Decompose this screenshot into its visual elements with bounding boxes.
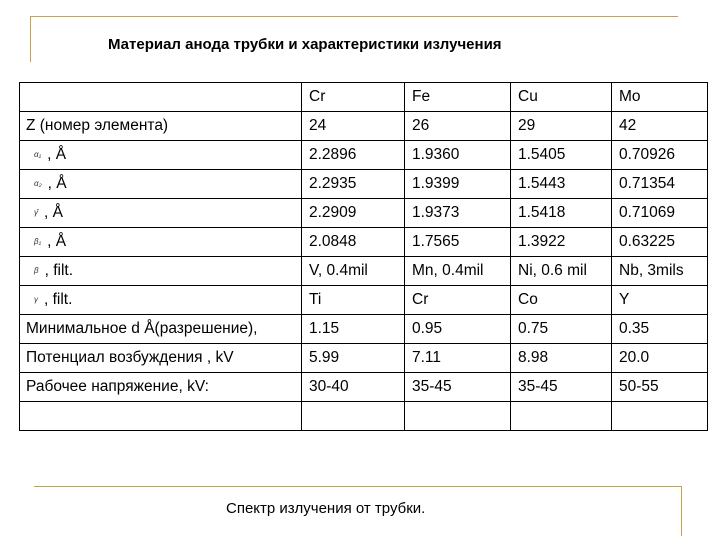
table-cell: Mn, 0.4mil bbox=[405, 257, 511, 286]
footer-caption: Спектр излучения от трубки. bbox=[226, 500, 426, 517]
frame-right-line bbox=[681, 486, 682, 536]
row-label-cell bbox=[20, 257, 302, 286]
table-cell: V, 0.4mil bbox=[302, 257, 405, 286]
table-cell: 20.0 bbox=[612, 344, 708, 373]
table-cell: 2.2909 bbox=[302, 199, 405, 228]
table-cell: 35-45 bbox=[511, 373, 612, 402]
table-cell: 2.0848 bbox=[302, 228, 405, 257]
row-label-cell bbox=[20, 373, 302, 402]
table-row bbox=[20, 141, 708, 170]
table-cell: 0.63225 bbox=[612, 228, 708, 257]
table-cell: 24 bbox=[302, 112, 405, 141]
table-cell: 1.15 bbox=[302, 315, 405, 344]
row-label: , Å bbox=[44, 204, 63, 221]
table-cell: 0.35 bbox=[612, 315, 708, 344]
table-row bbox=[20, 199, 708, 228]
header-cell-fe: Fe bbox=[405, 83, 511, 112]
row-label-cell bbox=[20, 286, 302, 315]
table-row bbox=[20, 112, 708, 141]
row-label: , Å bbox=[47, 233, 67, 250]
line-symbol: γ̄ bbox=[34, 208, 38, 218]
row-label: Z (номер элемента) bbox=[26, 117, 169, 134]
table-row bbox=[20, 373, 708, 402]
row-label: , Å bbox=[47, 175, 67, 192]
row-label-cell bbox=[20, 112, 302, 141]
page-title: Материал анода трубки и характеристики излучения bbox=[108, 36, 502, 53]
table-cell: Ni, 0.6 mil bbox=[511, 257, 612, 286]
row-label-cell bbox=[20, 344, 302, 373]
row-label-cell bbox=[20, 141, 302, 170]
line-symbol: γ bbox=[34, 295, 38, 305]
frame-top-line bbox=[30, 16, 678, 17]
table-cell: 5.99 bbox=[302, 344, 405, 373]
row-label: Потенциал возбуждения , kV bbox=[26, 349, 234, 366]
row-label: Рабочее напряжение, kV: bbox=[26, 378, 209, 395]
table-cell: Cr bbox=[405, 286, 511, 315]
table-cell: 26 bbox=[405, 112, 511, 141]
row-label: Минимальное d Å(разрешение), bbox=[26, 320, 258, 337]
table-cell: 1.9373 bbox=[405, 199, 511, 228]
table-row bbox=[20, 228, 708, 257]
table-cell: 0.75 bbox=[511, 315, 612, 344]
table-cell: 50-55 bbox=[612, 373, 708, 402]
table-cell: Y bbox=[612, 286, 708, 315]
row-label-cell bbox=[20, 199, 302, 228]
table-cell: 1.3922 bbox=[511, 228, 612, 257]
table-cell: 1.5418 bbox=[511, 199, 612, 228]
table-cell: 2.2935 bbox=[302, 170, 405, 199]
table-cell bbox=[511, 402, 612, 431]
spec-table bbox=[19, 82, 708, 431]
table-cell: 1.5443 bbox=[511, 170, 612, 199]
row-label-cell bbox=[20, 315, 302, 344]
row-label: , Å bbox=[47, 146, 67, 163]
table-cell: 29 bbox=[511, 112, 612, 141]
row-label: , filt. bbox=[44, 291, 73, 308]
table-cell: 1.7565 bbox=[405, 228, 511, 257]
table-row bbox=[20, 286, 708, 315]
header-cell-empty bbox=[20, 83, 302, 112]
header-cell-mo: Mo bbox=[612, 83, 708, 112]
table-cell: 2.2896 bbox=[302, 141, 405, 170]
header-cell-cr: Cr bbox=[302, 83, 405, 112]
row-label: , filt. bbox=[44, 262, 73, 279]
table-cell: 1.9360 bbox=[405, 141, 511, 170]
table-cell bbox=[302, 402, 405, 431]
table-row bbox=[20, 315, 708, 344]
table-cell: Ti bbox=[302, 286, 405, 315]
table-cell: 42 bbox=[612, 112, 708, 141]
frame-left-line bbox=[30, 16, 31, 62]
table-cell: 8.98 bbox=[511, 344, 612, 373]
table-cell: 1.9399 bbox=[405, 170, 511, 199]
table-cell: Nb, 3mils bbox=[612, 257, 708, 286]
table-cell: 1.5405 bbox=[511, 141, 612, 170]
table-cell: 0.71354 bbox=[612, 170, 708, 199]
row-label-cell bbox=[20, 402, 302, 431]
line-symbol: α₂ bbox=[34, 179, 42, 189]
table-cell: Co bbox=[511, 286, 612, 315]
table-row bbox=[20, 257, 708, 286]
table-row bbox=[20, 402, 708, 431]
table-cell bbox=[405, 402, 511, 431]
header-cell-cu: Cu bbox=[511, 83, 612, 112]
table-cell: 0.71069 bbox=[612, 199, 708, 228]
frame-bottom-line bbox=[34, 486, 682, 487]
table-cell: 0.95 bbox=[405, 315, 511, 344]
table-cell bbox=[612, 402, 708, 431]
row-label-cell bbox=[20, 228, 302, 257]
line-symbol: α₁ bbox=[34, 150, 42, 160]
table-cell: 35-45 bbox=[405, 373, 511, 402]
table-cell: 7.11 bbox=[405, 344, 511, 373]
table-header-row bbox=[20, 83, 708, 112]
line-symbol: β₁ bbox=[34, 237, 42, 247]
table-row bbox=[20, 344, 708, 373]
row-label-cell bbox=[20, 170, 302, 199]
table-cell: 30-40 bbox=[302, 373, 405, 402]
line-symbol: β bbox=[34, 266, 39, 276]
table-cell: 0.70926 bbox=[612, 141, 708, 170]
table-row bbox=[20, 170, 708, 199]
